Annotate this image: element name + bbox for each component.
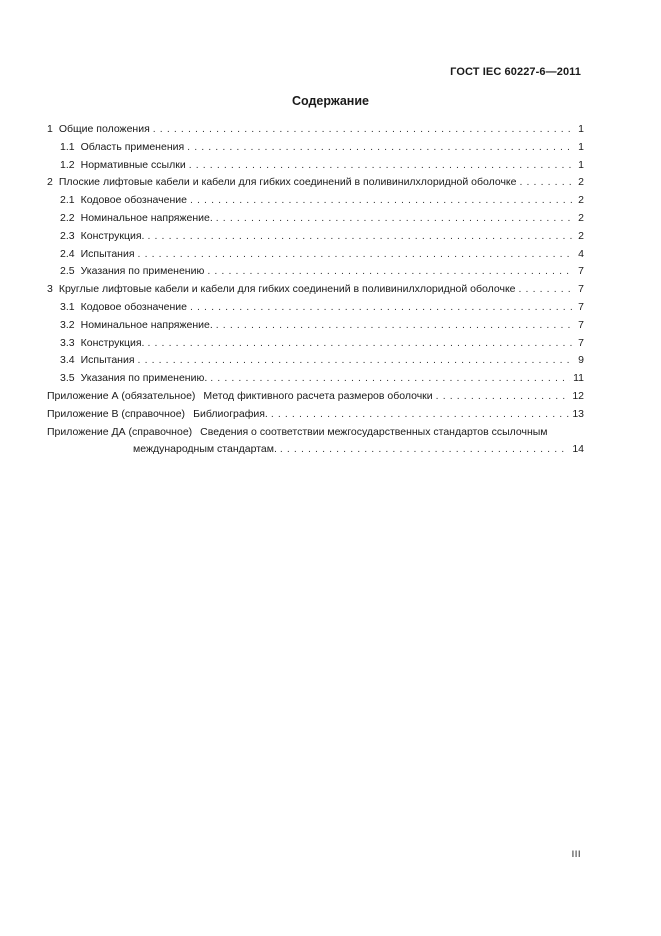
dot-leader xyxy=(138,246,573,264)
toc-entry-number: 3.4 xyxy=(60,354,75,367)
toc-entry-label: Конструкция. xyxy=(80,336,145,349)
toc-entry[interactable] xyxy=(47,370,584,388)
dot-leader xyxy=(271,406,570,424)
toc-entry-page: 12 xyxy=(572,389,584,402)
toc-entry[interactable] xyxy=(47,157,584,175)
toc-entry-label: Область применения xyxy=(80,140,185,153)
toc-entry-page: 7 xyxy=(578,283,584,296)
toc-appendix-entry-continuation[interactable] xyxy=(47,441,584,459)
toc-entry-label: Указания по применению. xyxy=(80,372,208,385)
toc-entry-label: Круглые лифтовые кабели и кабели для гибких соединений в поливинилхлоридной оболочке xyxy=(58,283,516,296)
toc-entry-number: 2.3 xyxy=(60,229,75,242)
appendix-label: Библиография. xyxy=(193,407,268,420)
toc-entry-page: 2 xyxy=(578,194,584,207)
dot-leader xyxy=(153,121,573,139)
toc-entry[interactable] xyxy=(47,228,584,246)
toc-entry-number: 1.2 xyxy=(60,158,75,171)
standard-code: ГОСТ IEC 60227-6—2011 xyxy=(450,66,581,78)
toc-entry-number: 1 xyxy=(47,123,53,135)
toc-entry-number: 2.4 xyxy=(60,247,75,260)
toc-appendix-entry[interactable] xyxy=(47,424,584,442)
toc-entry[interactable] xyxy=(47,299,584,317)
toc-entry[interactable] xyxy=(47,121,584,139)
toc-entry-page: 4 xyxy=(578,247,584,260)
toc-entry-page: 7 xyxy=(578,336,584,349)
appendix-label: Сведения о соответствии межгосударственных стандартов ссылочным xyxy=(200,425,548,438)
dot-leader xyxy=(147,335,573,353)
toc-entry-page: 9 xyxy=(578,354,584,367)
toc-entry-label: Общие положения xyxy=(58,123,150,135)
toc-entry-page: 7 xyxy=(578,300,584,313)
toc-title: Содержание xyxy=(291,94,369,108)
appendix-label-continuation: международным стандартам. xyxy=(133,443,277,456)
toc-entry[interactable] xyxy=(47,192,584,210)
toc-entry-number: 3 xyxy=(47,283,53,296)
toc-entry[interactable] xyxy=(47,210,584,228)
dot-leader xyxy=(190,192,573,210)
toc-entry[interactable] xyxy=(47,281,584,299)
dot-leader xyxy=(216,317,573,335)
toc-entry-label: Испытания xyxy=(80,247,135,260)
appendix-prefix: Приложение А (обязательное) xyxy=(47,389,196,402)
toc-entry-number: 3.5 xyxy=(60,372,75,385)
toc-entry-label: Номинальное напряжение. xyxy=(80,318,213,331)
toc-entry-label: Указания по применению xyxy=(80,265,205,278)
toc-entry-label: Номинальное напряжение. xyxy=(80,211,213,224)
toc-entry-page: 13 xyxy=(572,407,584,420)
dot-leader xyxy=(189,157,573,175)
toc-entry-number: 1.1 xyxy=(60,140,75,153)
appendix-label: Метод фиктивного расчета размеров оболочки xyxy=(203,389,433,402)
toc-entry-page: 14 xyxy=(572,443,584,456)
appendix-prefix: Приложение В (справочное) xyxy=(47,407,186,420)
toc-entry-label: Кодовое обозначение xyxy=(80,300,187,313)
toc-entry-page: 2 xyxy=(578,211,584,224)
table-of-contents xyxy=(47,121,584,459)
toc-entry-label: Нормативные ссылки xyxy=(80,158,186,171)
toc-entry-number: 2.1 xyxy=(60,194,75,207)
toc-entry-page: 11 xyxy=(573,372,584,385)
dot-leader xyxy=(210,370,570,388)
dot-leader xyxy=(280,441,569,459)
toc-entry-page: 1 xyxy=(578,123,584,135)
toc-entry-page: 1 xyxy=(578,158,584,171)
toc-entry[interactable] xyxy=(47,246,584,264)
toc-appendix-entry[interactable] xyxy=(47,406,584,424)
dot-leader xyxy=(138,352,573,370)
toc-entry-number: 3.3 xyxy=(60,336,75,349)
toc-entry-label: Испытания xyxy=(80,354,135,367)
toc-entry-label: Конструкция. xyxy=(80,229,145,242)
dot-leader xyxy=(187,139,573,157)
toc-entry-number: 2.2 xyxy=(60,211,75,224)
toc-entry-label: Плоские лифтовые кабели и кабели для гибких соединений в поливинилхлоридной оболочке xyxy=(58,176,517,189)
toc-entry-page: 2 xyxy=(578,229,584,242)
page-number: III xyxy=(571,849,581,860)
toc-entry[interactable] xyxy=(47,352,584,370)
toc-entry[interactable] xyxy=(47,174,584,192)
toc-entry[interactable] xyxy=(47,139,584,157)
toc-entry-page: 2 xyxy=(578,176,584,189)
toc-entry-page: 7 xyxy=(578,318,584,331)
toc-appendix-entry[interactable] xyxy=(47,388,584,406)
dot-leader xyxy=(216,210,573,228)
dot-leader xyxy=(519,281,573,299)
appendix-prefix: Приложение ДА (справочное) xyxy=(47,425,193,438)
toc-entry[interactable] xyxy=(47,317,584,335)
toc-entry-number: 3.1 xyxy=(60,300,75,313)
toc-entry-number: 2.5 xyxy=(60,265,75,278)
toc-entry-label: Кодовое обозначение xyxy=(80,194,187,207)
dot-leader xyxy=(436,388,570,406)
dot-leader xyxy=(519,174,573,192)
dot-leader xyxy=(190,299,573,317)
toc-entry-page: 1 xyxy=(578,140,584,153)
toc-entry[interactable] xyxy=(47,335,584,353)
toc-entry-page: 7 xyxy=(578,265,584,278)
dot-leader xyxy=(147,228,573,246)
dot-leader xyxy=(207,263,573,281)
toc-entry-number: 3.2 xyxy=(60,318,75,331)
toc-entry-number: 2 xyxy=(47,176,53,189)
toc-entry[interactable] xyxy=(47,263,584,281)
